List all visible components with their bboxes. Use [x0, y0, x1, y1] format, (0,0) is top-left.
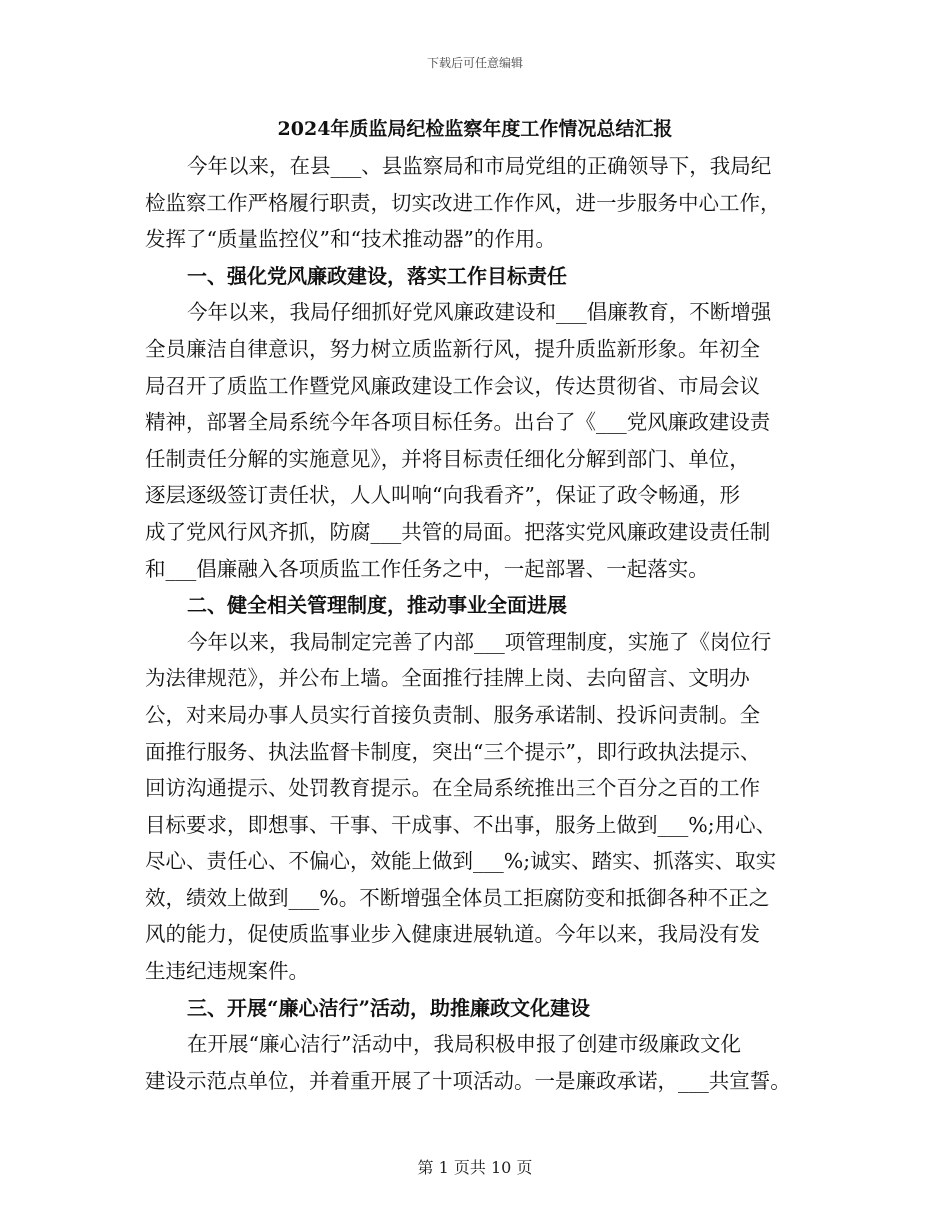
paragraph-line: 发挥了“质量监控仪”和“技术推动器”的作用。 [145, 227, 556, 252]
paragraph-line: 今年以来，我局制定完善了内部___项管理制度，实施了《岗位行 [187, 629, 772, 654]
document-title: 2024年质监局纪检监察年度工作情况总结汇报 [277, 118, 673, 140]
paragraph-line: 任制责任分解的实施意见》，并将目标责任细化分解到部门、单位， [145, 446, 750, 471]
paragraph-line: 成了党风行风齐抓，防腐___共管的局面。把落实党风廉政建设责任制 [145, 519, 771, 544]
paragraph-line: 生违纪违规案件。 [145, 959, 309, 984]
paragraph-line: 今年以来，我局仔细抓好党风廉政建设和___倡廉教育，不断增强 [187, 300, 772, 325]
document-body [145, 148, 820, 1099]
paragraph-line: 尽心、责任心、不偏心，效能上做到___%;诚实、踏实、抓落实、取实 [145, 849, 777, 874]
paragraph-line: 公，对来局办事人员实行首接负责制、服务承诺制、投诉问责制。全 [145, 702, 760, 727]
paragraph-line: 局召开了质监工作暨党风廉政建设工作会议，传达贯彻省、市局会议 [145, 373, 760, 398]
paragraph-line: 建设示范点单位，并着重开展了十项活动。一是廉政承诺，___共宣誓。 [145, 1068, 791, 1093]
paragraph-line: 风的能力，促使质监事业步入健康进展轨道。今年以来，我局没有发 [145, 922, 760, 947]
section-heading-3: 三、开展“廉心洁行”活动，助推廉政文化建设 [187, 995, 591, 1020]
section-heading-2: 二、健全相关管理制度，推动事业全面进展 [187, 593, 567, 618]
paragraph-line: 回访沟通提示、处罚教育提示。在全局系统推出三个百分之百的工作 [145, 776, 760, 801]
page-footer: 第 1 页共 10 页 [417, 1158, 533, 1177]
section-heading-1: 一、强化党风廉政建设，落实工作目标责任 [187, 263, 567, 288]
paragraph-line: 逐层逐级签订责任状，人人叫响“向我看齐”，保证了政令畅通，形 [145, 483, 740, 508]
paragraph-line: 为法律规范》，并公布上墙。全面推行挂牌上岗、去向留言、文明办 [145, 666, 750, 691]
page-header-note: 下载后可任意编辑 [426, 56, 523, 70]
paragraph-line: 目标要求，即想事、干事、干成事、不出事，服务上做到___%;用心、 [145, 812, 777, 837]
paragraph-line: 效，绩效上做到___%。不断增强全体员工拒腐防变和抵御各种不正之 [145, 885, 770, 910]
paragraph-line: 在开展“廉心洁行”活动中，我局积极申报了创建市级廉政文化 [187, 1032, 741, 1057]
paragraph-line: 检监察工作严格履行职责，切实改进工作作风，进一步服务中心工作， [145, 190, 781, 215]
paragraph-line: 面推行服务、执法监督卡制度，突出“三个提示”，即行政执法提示、 [145, 739, 761, 764]
paragraph-line: 全员廉洁自律意识，努力树立质监新行风，提升质监新形象。年初全 [145, 336, 760, 361]
paragraph-line: 今年以来，在县___、县监察局和市局党组的正确领导下，我局纪 [187, 154, 772, 178]
paragraph-line: 精神，部署全局系统今年各项目标任务。出台了《___党风廉政建设责 [145, 410, 771, 435]
paragraph-line: 和___倡廉融入各项质监工作任务之中，一起部署、一起落实。 [145, 556, 709, 581]
